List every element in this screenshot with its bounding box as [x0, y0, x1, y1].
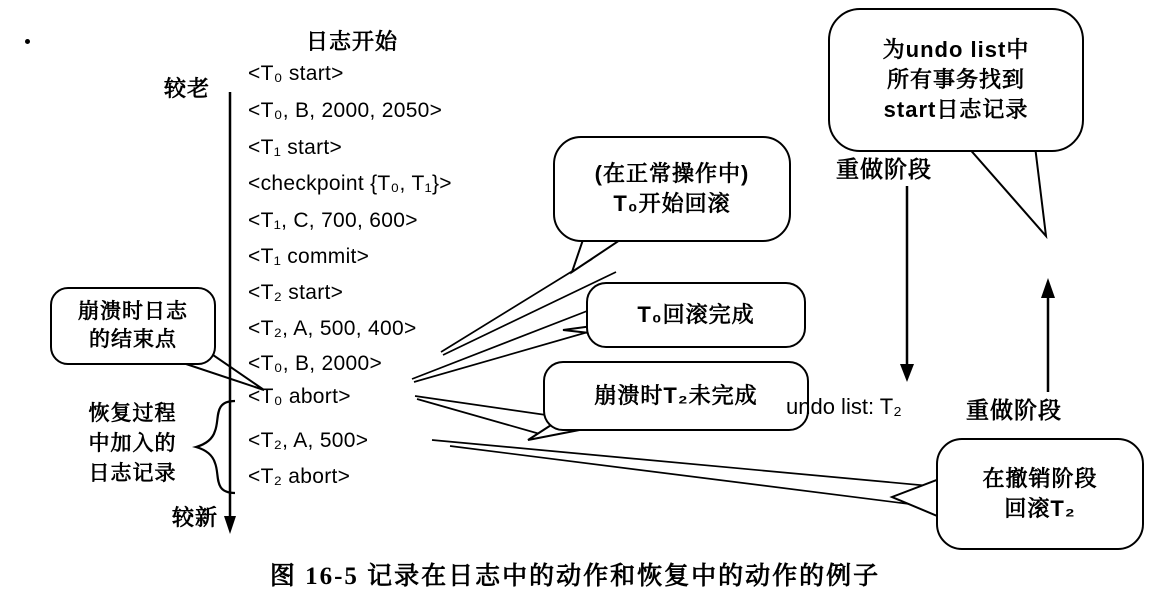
- log-record-t0-abort: <T₀ abort>: [248, 385, 351, 408]
- log-record-t1-start: <T₁ start>: [248, 136, 343, 159]
- callout-rollback-complete: [586, 282, 806, 348]
- connector-crash-incomplete-1: [415, 396, 560, 417]
- log-record-t0-start: <T₀ start>: [248, 62, 344, 85]
- log-record-t1-c-update: <T₁, C, 700, 600>: [248, 209, 418, 232]
- older-label: 较老: [164, 76, 211, 101]
- timeline-arrow: [224, 92, 236, 534]
- recovery-records-label-line: 中加入的: [88, 432, 177, 455]
- callout-line: 回滚T₂: [1004, 496, 1076, 521]
- log-record-t1-commit: <T₁ commit>: [248, 245, 370, 268]
- undo-pass-arrow: [1041, 278, 1055, 392]
- log-start-label: 日志开始: [306, 29, 399, 54]
- log-record-t2-a-redo: <T₂, A, 500>: [248, 429, 369, 452]
- undo-pass-label: 重做阶段: [966, 397, 1062, 423]
- recovery-records-label-line: 日志记录: [88, 462, 177, 485]
- callout-line: T₀开始回滚: [613, 191, 731, 216]
- newer-label: 较新: [172, 505, 219, 530]
- callout-line: 的结束点: [89, 328, 177, 351]
- redo-pass-arrowhead: [900, 364, 914, 382]
- undo-list-label: undo list: T₂: [786, 394, 902, 419]
- log-record-t0-b-update: <T₀, B, 2000, 2050>: [248, 99, 443, 122]
- callout-line: (在正常操作中): [594, 161, 750, 187]
- callout-line: T₀回滚完成: [637, 302, 755, 328]
- connector-undo-rollback-2: [450, 446, 941, 508]
- figure-caption: 图 16-5 记录在日志中的动作和恢复中的动作的例子: [269, 563, 881, 590]
- log-record-checkpoint: <checkpoint {T₀, T₁}>: [248, 172, 452, 195]
- log-record-t0-b-redo: <T₀, B, 2000>: [248, 352, 383, 375]
- recovery-records-label: [70, 399, 195, 489]
- connector-undo-rollback-1: [432, 440, 941, 487]
- callout-line: 崩溃时T₂未完成: [594, 383, 758, 409]
- callout-line: 为undo list中: [882, 37, 1030, 63]
- callout-line: 在撤销阶段: [982, 466, 1098, 492]
- callout-line: 所有事务找到: [886, 67, 1025, 93]
- callout-log-end: [50, 287, 216, 365]
- log-record-t2-abort: <T₂ abort>: [248, 465, 351, 488]
- connector-crash-incomplete-2: [417, 399, 547, 436]
- undo-pass-arrowhead: [1041, 278, 1055, 298]
- callout-find-start: [828, 8, 1084, 152]
- log-record-t2-a-update: <T₂, A, 500, 400>: [248, 317, 417, 340]
- timeline-arrowhead: [224, 516, 236, 534]
- recovery-records-label-line: 恢复过程: [88, 402, 177, 425]
- callout-normal-rollback: [553, 136, 791, 242]
- tail-find-start: [960, 138, 1046, 236]
- callout-undo-rollback: [936, 438, 1144, 550]
- log-record-t2-start: <T₂ start>: [248, 281, 344, 304]
- callout-line: 崩溃时日志: [78, 299, 188, 323]
- callout-line: start日志记录: [883, 96, 1029, 122]
- stray-dot: [25, 39, 30, 44]
- callout-crash-incomplete: [543, 361, 809, 431]
- redo-pass-label: 重做阶段: [836, 156, 932, 182]
- redo-pass-arrow: [900, 186, 914, 382]
